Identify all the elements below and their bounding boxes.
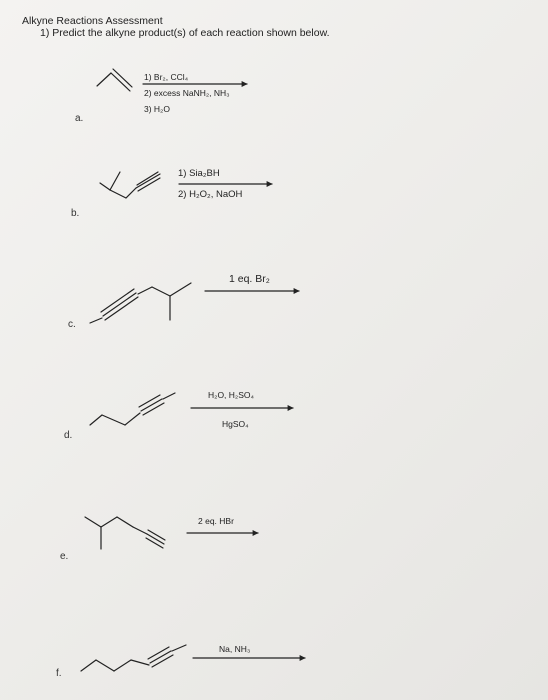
item-letter-a: a. — [75, 113, 84, 124]
reagent-f-above: Na, NH₃ — [219, 644, 251, 654]
page-title: Alkyne Reactions Assessment — [22, 15, 163, 27]
molecule-c — [90, 283, 191, 323]
reagent-a-step-3: 3) H₂O — [144, 104, 170, 114]
item-letter-c: c. — [68, 319, 76, 330]
reagent-d-below: HgSO₄ — [222, 419, 249, 429]
reagent-b-step-2: 2) H₂O₂, NaOH — [178, 189, 243, 200]
molecule-a — [97, 69, 132, 91]
reagent-b-step-1: 1) Sia₂BH — [178, 168, 220, 179]
reagent-a-step-1: 1) Br₂, CCl₄ — [144, 72, 189, 82]
item-letter-f: f. — [56, 668, 62, 679]
reagent-c-above: 1 eq. Br₂ — [229, 273, 270, 285]
molecule-b — [100, 172, 160, 198]
reagent-e-above: 2 eq. HBr — [198, 516, 234, 526]
reagent-a-step-2: 2) excess NaNH₂, NH₃ — [144, 88, 230, 98]
item-letter-d: d. — [64, 430, 73, 441]
reagent-d-above: H₂O, H₂SO₄ — [208, 390, 254, 400]
molecule-e — [85, 517, 165, 549]
item-letter-b: b. — [71, 208, 80, 219]
item-letter-e: e. — [60, 551, 69, 562]
molecule-f — [81, 645, 186, 671]
question-prompt: 1) Predict the alkyne product(s) of each reaction shown below. — [40, 27, 330, 39]
molecule-d — [90, 393, 175, 425]
